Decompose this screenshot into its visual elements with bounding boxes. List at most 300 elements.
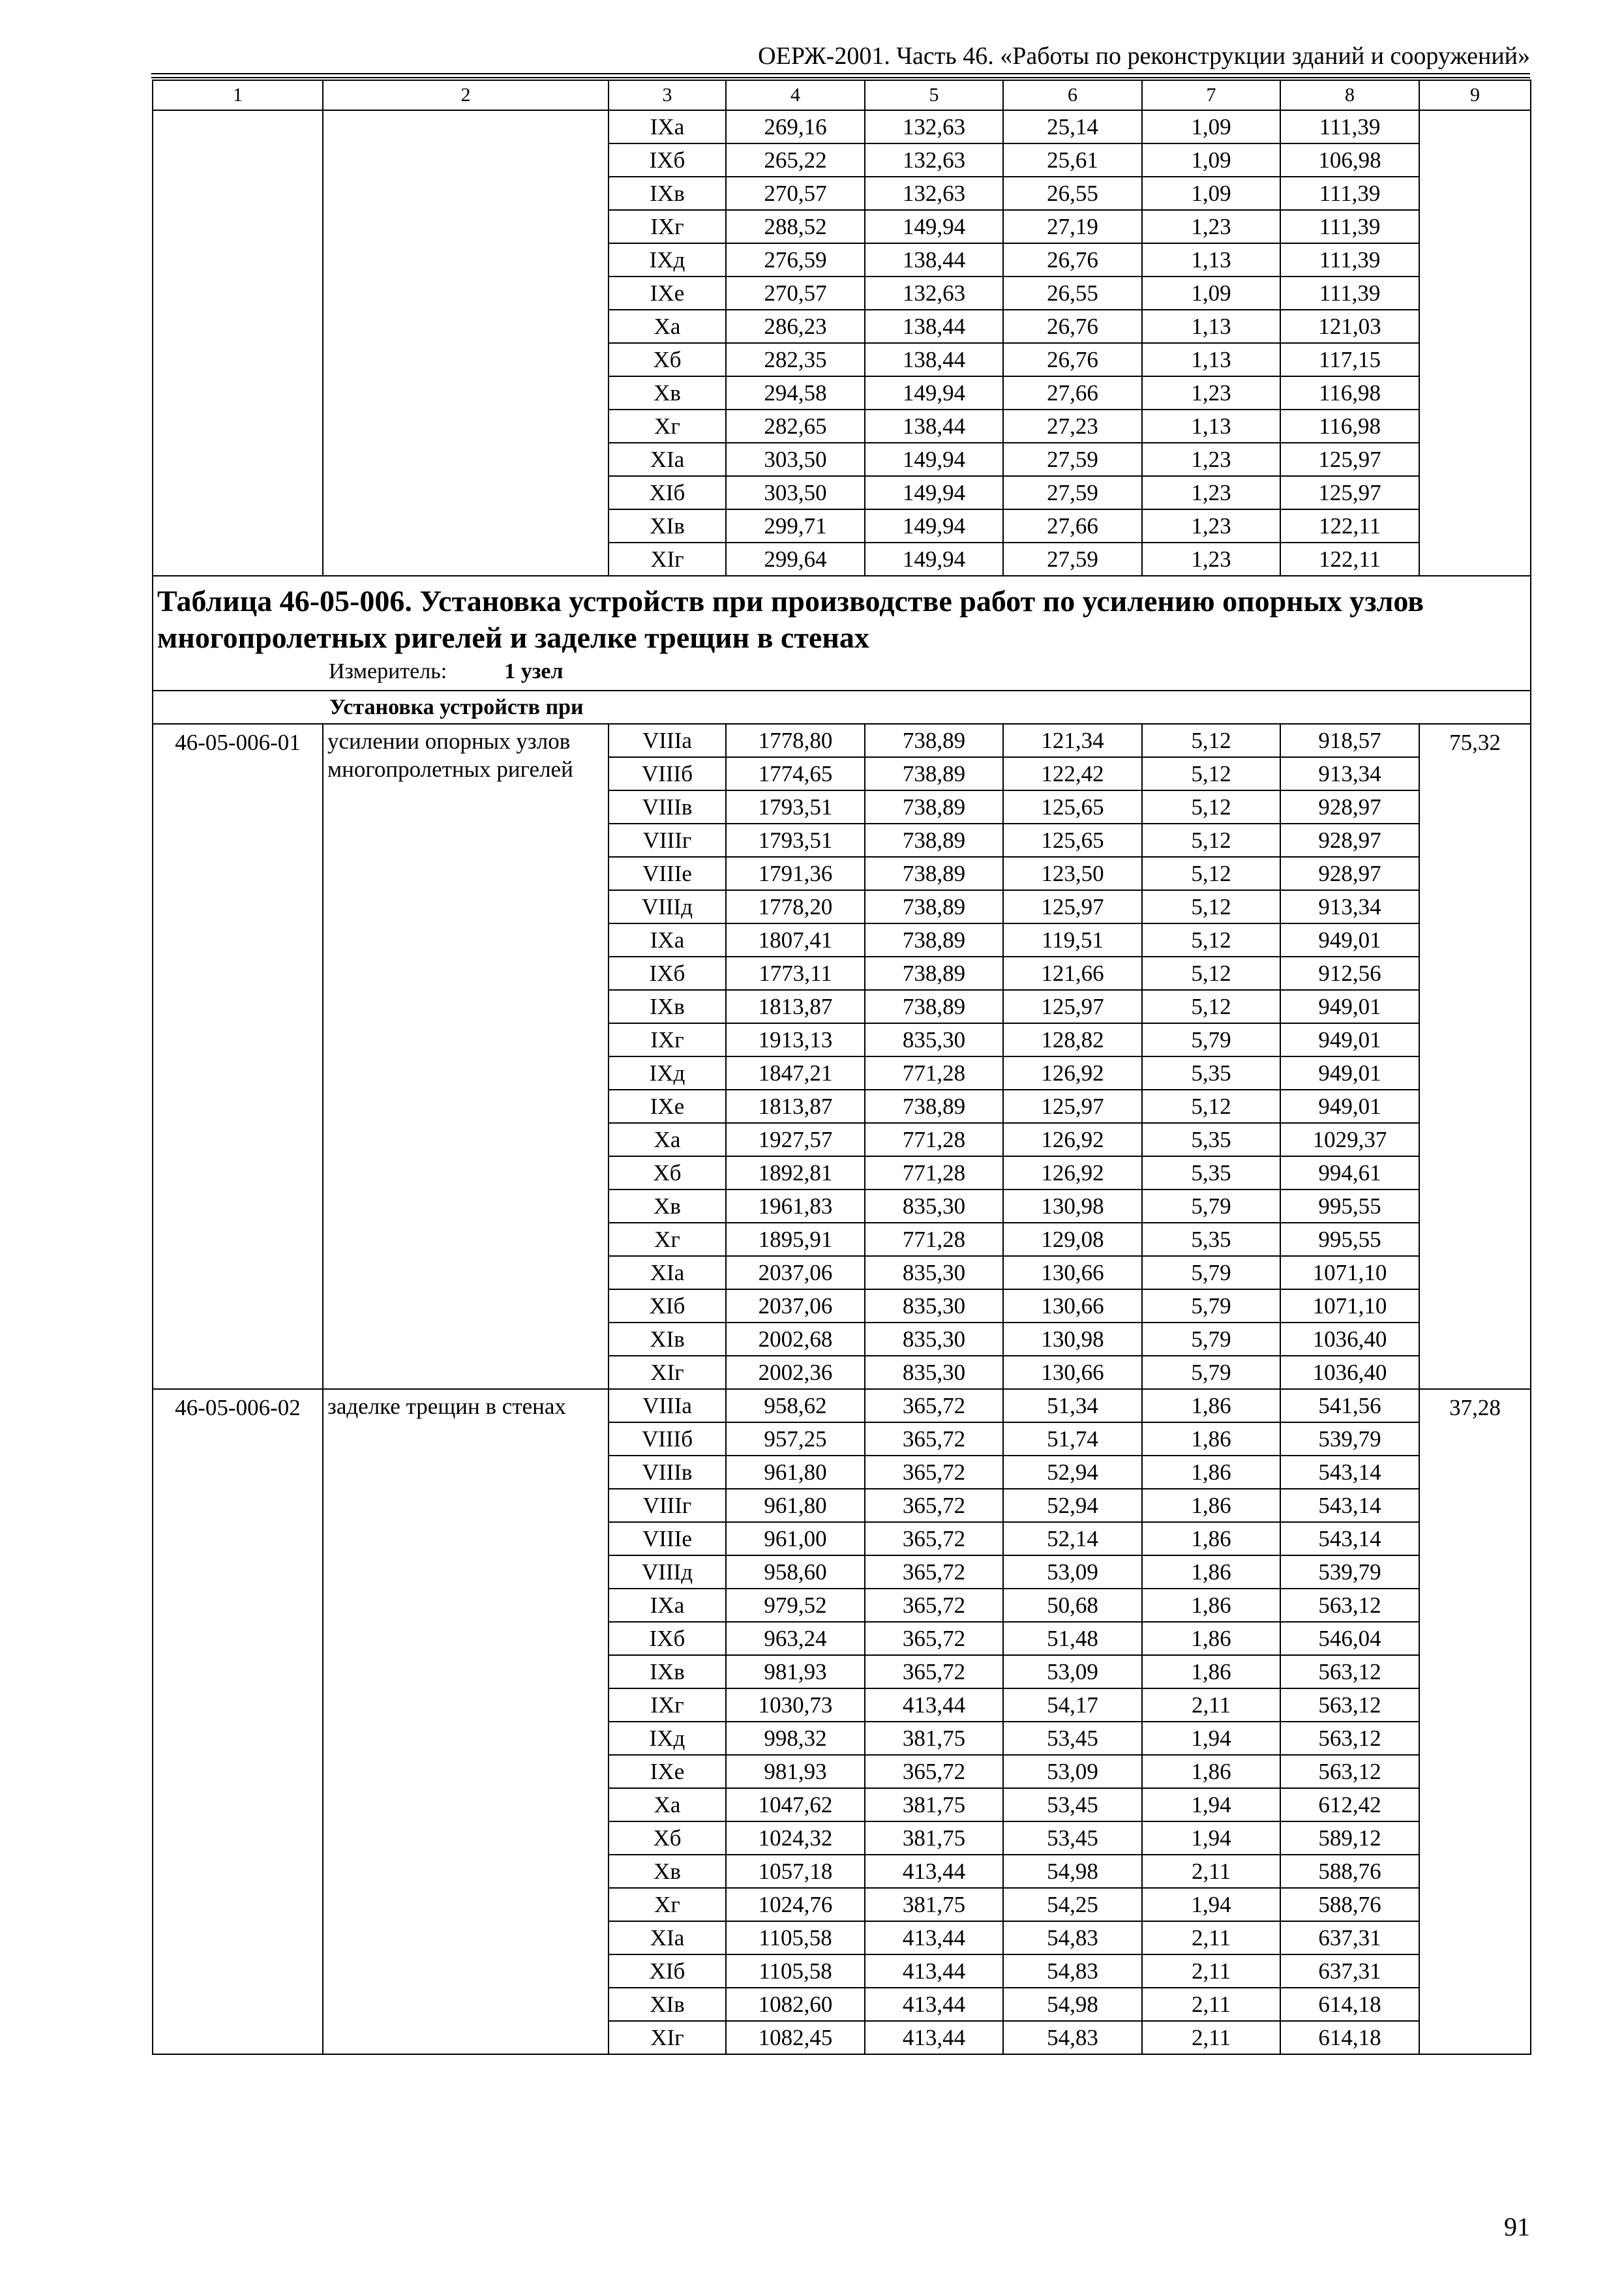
name-cell [323, 410, 609, 443]
col9-cell [1419, 110, 1531, 143]
value-cell: 543,14 [1280, 1522, 1419, 1555]
zone-cell: Xб [609, 1156, 726, 1189]
column-number: 2 [323, 80, 609, 110]
table-row [153, 443, 1531, 476]
value-cell: 1,86 [1142, 1456, 1280, 1489]
value-cell: 2,11 [1142, 1988, 1280, 2021]
value-cell: 51,74 [1003, 1422, 1142, 1456]
value-cell: 126,92 [1003, 1056, 1142, 1090]
zone-cell: XIг [609, 1356, 726, 1389]
value-cell: 132,63 [865, 277, 1003, 310]
value-cell: 53,09 [1003, 1655, 1142, 1688]
value-cell: 1,23 [1142, 543, 1280, 576]
header-rule [151, 73, 1530, 74]
value-cell: 5,12 [1142, 724, 1280, 757]
value-cell: 26,76 [1003, 310, 1142, 343]
value-cell: 130,98 [1003, 1189, 1142, 1223]
value-cell: 125,97 [1003, 1090, 1142, 1123]
section-row [153, 691, 1531, 724]
zone-cell: VIIIв [609, 790, 726, 824]
value-cell: 116,98 [1280, 376, 1419, 410]
value-cell: 5,79 [1142, 1356, 1280, 1389]
name-cell [323, 210, 609, 243]
value-cell: 53,09 [1003, 1555, 1142, 1589]
value-cell: 149,94 [865, 376, 1003, 410]
zone-cell: VIIIб [609, 1422, 726, 1456]
value-cell: 50,68 [1003, 1589, 1142, 1622]
name-cell [323, 476, 609, 509]
col9-cell [1419, 143, 1531, 177]
value-cell: 1047,62 [726, 1788, 865, 1821]
zone-cell: XIг [609, 543, 726, 576]
table-title-cell [153, 576, 1531, 691]
value-cell: 365,72 [865, 1522, 1003, 1555]
value-cell: 949,01 [1280, 923, 1419, 957]
value-cell: 5,12 [1142, 890, 1280, 923]
value-cell: 5,12 [1142, 1090, 1280, 1123]
value-cell: 5,12 [1142, 824, 1280, 857]
zone-cell: XIа [609, 1921, 726, 1954]
zone-cell: XIб [609, 1289, 726, 1323]
column-number: 6 [1003, 80, 1142, 110]
value-cell: 2037,06 [726, 1289, 865, 1323]
zone-cell: VIIIа [609, 1389, 726, 1422]
value-cell: 53,45 [1003, 1821, 1142, 1855]
zone-cell: IXе [609, 1090, 726, 1123]
zone-cell: IXа [609, 1589, 726, 1622]
value-cell: 1,09 [1142, 143, 1280, 177]
value-cell: 365,72 [865, 1589, 1003, 1622]
value-cell: 1,86 [1142, 1389, 1280, 1422]
value-cell: 282,65 [726, 410, 865, 443]
zone-cell: Xг [609, 1223, 726, 1256]
value-cell: 132,63 [865, 177, 1003, 210]
table-row [153, 509, 1531, 543]
value-cell: 614,18 [1280, 2021, 1419, 2054]
value-cell: 54,98 [1003, 1855, 1142, 1888]
zone-cell: Xг [609, 1888, 726, 1921]
value-cell: 111,39 [1280, 243, 1419, 277]
table-row [153, 410, 1531, 443]
col9-cell: 75,32 [1419, 724, 1531, 1389]
value-cell: 835,30 [865, 1023, 1003, 1056]
table-title: Таблица 46-05-006. Установка устройств при производстве работ по усилению опорных узлов многопролетных ригелей и заделке трещин в стенах [157, 584, 1424, 654]
value-cell: 1,86 [1142, 1555, 1280, 1589]
value-cell: 2,11 [1142, 2021, 1280, 2054]
value-cell: 2,11 [1142, 1921, 1280, 1954]
value-cell: 2,11 [1142, 1688, 1280, 1722]
value-cell: 1,94 [1142, 1722, 1280, 1755]
value-cell: 1082,60 [726, 1988, 865, 2021]
value-cell: 130,98 [1003, 1323, 1142, 1356]
name-cell [323, 277, 609, 310]
zone-cell: VIIIа [609, 724, 726, 757]
value-cell: 998,32 [726, 1722, 865, 1755]
measure-label: Измеритель: [329, 659, 447, 683]
value-cell: 539,79 [1280, 1422, 1419, 1456]
value-cell: 269,16 [726, 110, 865, 143]
value-cell: 981,93 [726, 1755, 865, 1788]
value-cell: 54,83 [1003, 1921, 1142, 1954]
code-cell [153, 177, 323, 210]
value-cell: 5,35 [1142, 1156, 1280, 1189]
value-cell: 125,65 [1003, 790, 1142, 824]
value-cell: 771,28 [865, 1156, 1003, 1189]
table-row [153, 143, 1531, 177]
value-cell: 294,58 [726, 376, 865, 410]
value-cell: 132,63 [865, 110, 1003, 143]
zone-cell: IXв [609, 990, 726, 1023]
column-number: 3 [609, 80, 726, 110]
value-cell: 771,28 [865, 1223, 1003, 1256]
value-cell: 588,76 [1280, 1888, 1419, 1921]
value-cell: 132,63 [865, 143, 1003, 177]
name-cell [323, 110, 609, 143]
value-cell: 1036,40 [1280, 1323, 1419, 1356]
value-cell: 913,34 [1280, 757, 1419, 790]
value-cell: 5,79 [1142, 1023, 1280, 1056]
value-cell: 2,11 [1142, 1855, 1280, 1888]
value-cell: 27,66 [1003, 509, 1142, 543]
zone-cell: Xа [609, 1788, 726, 1821]
value-cell: 119,51 [1003, 923, 1142, 957]
zone-cell: VIIIг [609, 824, 726, 857]
value-cell: 835,30 [865, 1256, 1003, 1289]
value-cell: 54,83 [1003, 2021, 1142, 2054]
zone-cell: Xв [609, 1189, 726, 1223]
value-cell: 125,97 [1003, 990, 1142, 1023]
value-cell: 25,61 [1003, 143, 1142, 177]
zone-cell: IXг [609, 1688, 726, 1722]
value-cell: 54,17 [1003, 1688, 1142, 1722]
page-number: 91 [1504, 2212, 1530, 2241]
col9-cell [1419, 376, 1531, 410]
value-cell: 27,59 [1003, 443, 1142, 476]
header-rule [151, 77, 1530, 78]
value-cell: 1,23 [1142, 476, 1280, 509]
value-cell: 738,89 [865, 757, 1003, 790]
value-cell: 138,44 [865, 310, 1003, 343]
value-cell: 1892,81 [726, 1156, 865, 1189]
table-row [153, 210, 1531, 243]
value-cell: 563,12 [1280, 1755, 1419, 1788]
value-cell: 123,50 [1003, 857, 1142, 890]
value-cell: 563,12 [1280, 1688, 1419, 1722]
value-cell: 995,55 [1280, 1189, 1419, 1223]
value-cell: 738,89 [865, 990, 1003, 1023]
value-cell: 122,11 [1280, 543, 1419, 576]
value-cell: 365,72 [865, 1555, 1003, 1589]
value-cell: 563,12 [1280, 1589, 1419, 1622]
value-cell: 5,12 [1142, 757, 1280, 790]
name-cell [323, 310, 609, 343]
zone-cell: VIIIе [609, 1522, 726, 1555]
col9-cell [1419, 210, 1531, 243]
value-cell: 303,50 [726, 443, 865, 476]
value-cell: 1,94 [1142, 1888, 1280, 1921]
value-cell: 1,09 [1142, 110, 1280, 143]
value-cell: 2,11 [1142, 1954, 1280, 1988]
value-cell: 26,55 [1003, 177, 1142, 210]
value-cell: 2002,68 [726, 1323, 865, 1356]
value-cell: 994,61 [1280, 1156, 1419, 1189]
value-cell: 5,12 [1142, 990, 1280, 1023]
value-cell: 5,12 [1142, 923, 1280, 957]
value-cell: 1036,40 [1280, 1356, 1419, 1389]
value-cell: 949,01 [1280, 990, 1419, 1023]
zone-cell: VIIIг [609, 1489, 726, 1522]
value-cell: 27,19 [1003, 210, 1142, 243]
zone-cell: Xб [609, 1821, 726, 1855]
value-cell: 563,12 [1280, 1722, 1419, 1755]
running-header: ОЕРЖ-2001. Часть 46. «Работы по реконструкции зданий и сооружений» [758, 42, 1530, 70]
value-cell: 53,45 [1003, 1788, 1142, 1821]
value-cell: 1,09 [1142, 277, 1280, 310]
value-cell: 1,23 [1142, 443, 1280, 476]
name-cell [323, 143, 609, 177]
value-cell: 958,60 [726, 1555, 865, 1589]
value-cell: 2002,36 [726, 1356, 865, 1389]
table-row [153, 243, 1531, 277]
col9-cell [1419, 543, 1531, 576]
value-cell: 738,89 [865, 790, 1003, 824]
value-cell: 26,76 [1003, 243, 1142, 277]
value-cell: 738,89 [865, 824, 1003, 857]
column-number: 4 [726, 80, 865, 110]
zone-cell: Xв [609, 376, 726, 410]
value-cell: 282,35 [726, 343, 865, 376]
name-cell [323, 543, 609, 576]
value-cell: 303,50 [726, 476, 865, 509]
name-cell [323, 443, 609, 476]
table-row [153, 177, 1531, 210]
value-cell: 1,86 [1142, 1622, 1280, 1655]
code-cell [153, 277, 323, 310]
value-cell: 116,98 [1280, 410, 1419, 443]
table-row [153, 376, 1531, 410]
value-cell: 27,66 [1003, 376, 1142, 410]
value-cell: 1,13 [1142, 243, 1280, 277]
name-cell: заделке трещин в стенах [323, 1389, 609, 2054]
value-cell: 961,00 [726, 1522, 865, 1555]
column-number-row [153, 80, 1531, 110]
value-cell: 381,75 [865, 1722, 1003, 1755]
value-cell: 1,23 [1142, 509, 1280, 543]
zone-cell: IXб [609, 143, 726, 177]
value-cell: 738,89 [865, 923, 1003, 957]
value-cell: 928,97 [1280, 790, 1419, 824]
value-cell: 149,94 [865, 476, 1003, 509]
zone-cell: XIв [609, 1988, 726, 2021]
value-cell: 1813,87 [726, 1090, 865, 1123]
zone-cell: Xв [609, 1855, 726, 1888]
value-cell: 125,97 [1280, 476, 1419, 509]
code-cell [153, 509, 323, 543]
value-cell: 52,94 [1003, 1489, 1142, 1522]
value-cell: 546,04 [1280, 1622, 1419, 1655]
value-cell: 365,72 [865, 1755, 1003, 1788]
value-cell: 835,30 [865, 1356, 1003, 1389]
value-cell: 563,12 [1280, 1655, 1419, 1688]
value-cell: 111,39 [1280, 177, 1419, 210]
col9-cell [1419, 476, 1531, 509]
value-cell: 25,14 [1003, 110, 1142, 143]
value-cell: 52,94 [1003, 1456, 1142, 1489]
zone-cell: VIIIб [609, 757, 726, 790]
value-cell: 5,35 [1142, 1123, 1280, 1156]
value-cell: 1,86 [1142, 1522, 1280, 1555]
value-cell: 413,44 [865, 1921, 1003, 1954]
value-cell: 52,14 [1003, 1522, 1142, 1555]
zone-cell: IXг [609, 1023, 726, 1056]
value-cell: 5,79 [1142, 1256, 1280, 1289]
value-cell: 949,01 [1280, 1056, 1419, 1090]
measure-value: 1 узел [504, 659, 564, 683]
value-cell: 381,75 [865, 1888, 1003, 1921]
code-cell: 46-05-006-01 [153, 724, 323, 1389]
col9-cell: 37,28 [1419, 1389, 1531, 2054]
value-cell: 149,94 [865, 509, 1003, 543]
value-cell: 413,44 [865, 1988, 1003, 2021]
zone-cell: XIа [609, 443, 726, 476]
zone-cell: XIв [609, 1323, 726, 1356]
value-cell: 117,15 [1280, 343, 1419, 376]
value-cell: 1913,13 [726, 1023, 865, 1056]
value-cell: 121,66 [1003, 957, 1142, 990]
value-cell: 543,14 [1280, 1489, 1419, 1522]
value-cell: 928,97 [1280, 824, 1419, 857]
zone-cell: Xа [609, 310, 726, 343]
zone-cell: IXа [609, 923, 726, 957]
value-cell: 5,35 [1142, 1056, 1280, 1090]
value-cell: 1807,41 [726, 923, 865, 957]
value-cell: 413,44 [865, 1954, 1003, 1988]
zone-cell: IXд [609, 1056, 726, 1090]
zone-cell: IXе [609, 1755, 726, 1788]
col9-cell [1419, 277, 1531, 310]
value-cell: 957,25 [726, 1422, 865, 1456]
zone-cell: XIв [609, 509, 726, 543]
value-cell: 1778,20 [726, 890, 865, 923]
zone-cell: VIIIд [609, 1555, 726, 1589]
code-cell [153, 543, 323, 576]
zone-cell: IXб [609, 1622, 726, 1655]
value-cell: 365,72 [865, 1456, 1003, 1489]
value-cell: 5,35 [1142, 1223, 1280, 1256]
value-cell: 588,76 [1280, 1855, 1419, 1888]
value-cell: 5,12 [1142, 790, 1280, 824]
rates-table [152, 80, 1531, 2055]
value-cell: 1961,83 [726, 1189, 865, 1223]
value-cell: 995,55 [1280, 1223, 1419, 1256]
value-cell: 1,13 [1142, 410, 1280, 443]
value-cell: 835,30 [865, 1289, 1003, 1323]
code-cell [153, 410, 323, 443]
value-cell: 958,62 [726, 1389, 865, 1422]
value-cell: 1082,45 [726, 2021, 865, 2054]
value-cell: 27,59 [1003, 476, 1142, 509]
value-cell: 1,86 [1142, 1755, 1280, 1788]
name-cell [323, 343, 609, 376]
value-cell: 979,52 [726, 1589, 865, 1622]
value-cell: 27,59 [1003, 543, 1142, 576]
value-cell: 1774,65 [726, 757, 865, 790]
code-cell [153, 143, 323, 177]
value-cell: 54,25 [1003, 1888, 1142, 1921]
value-cell: 637,31 [1280, 1954, 1419, 1988]
value-cell: 1927,57 [726, 1123, 865, 1156]
value-cell: 365,72 [865, 1622, 1003, 1655]
table-row [153, 277, 1531, 310]
value-cell: 125,97 [1003, 890, 1142, 923]
table-row [153, 543, 1531, 576]
value-cell: 125,65 [1003, 824, 1142, 857]
value-cell: 771,28 [865, 1123, 1003, 1156]
name-cell: усилении опорных узлов многопролетных ригелей [323, 724, 609, 1389]
value-cell: 53,45 [1003, 1722, 1142, 1755]
value-cell: 365,72 [865, 1489, 1003, 1522]
table-row [153, 110, 1531, 143]
code-cell [153, 243, 323, 277]
value-cell: 111,39 [1280, 277, 1419, 310]
value-cell: 270,57 [726, 177, 865, 210]
value-cell: 1030,73 [726, 1688, 865, 1722]
value-cell: 1793,51 [726, 790, 865, 824]
value-cell: 299,64 [726, 543, 865, 576]
value-cell: 5,12 [1142, 957, 1280, 990]
value-cell: 1105,58 [726, 1954, 865, 1988]
value-cell: 1813,87 [726, 990, 865, 1023]
name-cell [323, 376, 609, 410]
value-cell: 126,92 [1003, 1156, 1142, 1189]
value-cell: 541,56 [1280, 1389, 1419, 1422]
code-cell [153, 343, 323, 376]
value-cell: 5,79 [1142, 1289, 1280, 1323]
zone-cell: XIб [609, 476, 726, 509]
code-cell [153, 310, 323, 343]
value-cell: 51,48 [1003, 1622, 1142, 1655]
value-cell: 2037,06 [726, 1256, 865, 1289]
value-cell: 1,13 [1142, 310, 1280, 343]
value-cell: 111,39 [1280, 110, 1419, 143]
value-cell: 138,44 [865, 243, 1003, 277]
value-cell: 614,18 [1280, 1988, 1419, 2021]
value-cell: 543,14 [1280, 1456, 1419, 1489]
value-cell: 539,79 [1280, 1555, 1419, 1589]
value-cell: 26,55 [1003, 277, 1142, 310]
value-cell: 1,94 [1142, 1788, 1280, 1821]
value-cell: 835,30 [865, 1323, 1003, 1356]
code-cell [153, 443, 323, 476]
zone-cell: IXа [609, 110, 726, 143]
value-cell: 276,59 [726, 243, 865, 277]
zone-cell: IXб [609, 957, 726, 990]
name-cell [323, 243, 609, 277]
code-cell [153, 110, 323, 143]
value-cell: 1847,21 [726, 1056, 865, 1090]
value-cell: 1105,58 [726, 1921, 865, 1954]
value-cell: 1791,36 [726, 857, 865, 890]
value-cell: 589,12 [1280, 1821, 1419, 1855]
zone-cell: IXе [609, 277, 726, 310]
value-cell: 912,56 [1280, 957, 1419, 990]
value-cell: 1024,32 [726, 1821, 865, 1855]
value-cell: 265,22 [726, 143, 865, 177]
value-cell: 106,98 [1280, 143, 1419, 177]
value-cell: 1793,51 [726, 824, 865, 857]
code-cell [153, 376, 323, 410]
value-cell: 1778,80 [726, 724, 865, 757]
